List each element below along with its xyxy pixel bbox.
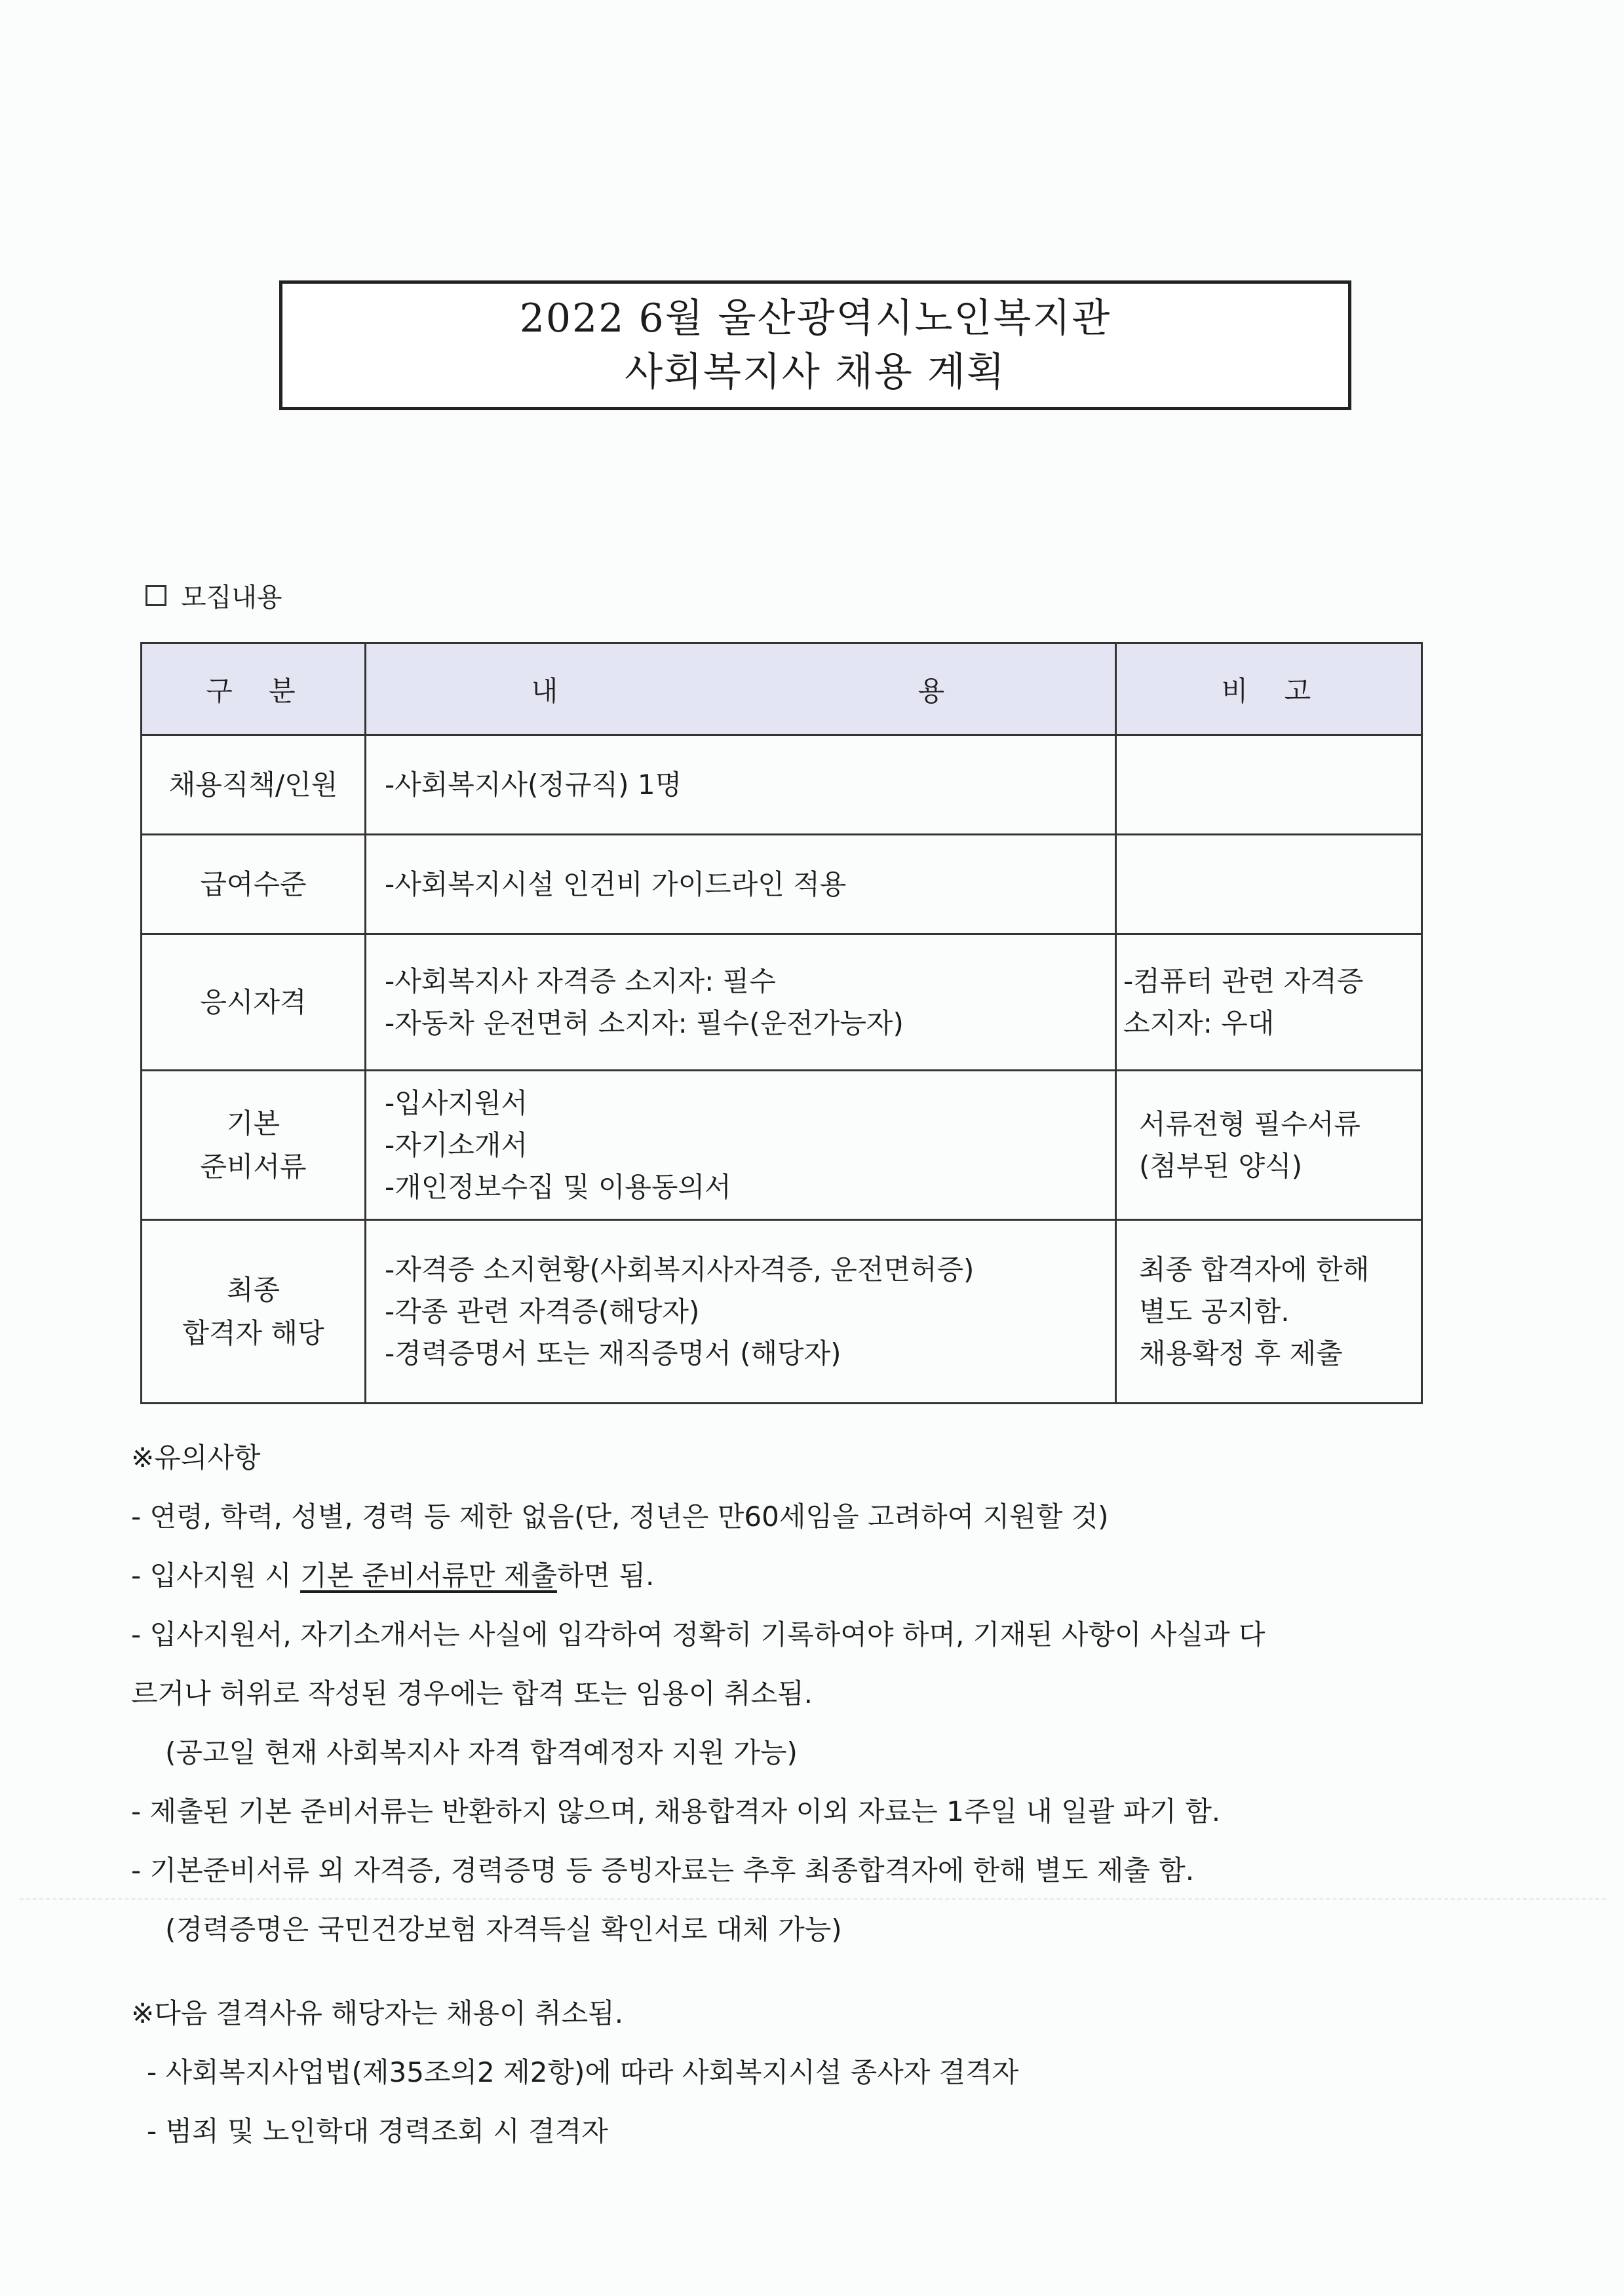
note-text: - 입사지원 시 [131, 1559, 301, 1592]
note-item: - 기본준비서류 외 자격증, 경력증명 등 증빙자료는 추후 최종합격자에 한해 별도 제출 함. [131, 1854, 1195, 1886]
notes-heading: ※유의사항 [131, 1442, 261, 1474]
note-cell-line: 소지자: 우대 [1123, 1006, 1275, 1039]
category-cell-line: 준비서류 [200, 1150, 307, 1183]
content-cell-line: -경력증명서 또는 재직증명서 (해당자) [385, 1337, 841, 1369]
content-cell [366, 934, 1116, 1071]
table-row [142, 934, 1422, 1071]
note-cell-line: (첨부된 양식) [1139, 1149, 1302, 1182]
title-line-1: 2022 6월 울산광역시노인복지관 [519, 296, 1112, 341]
note-cell-line: 채용확정 후 제출 [1139, 1337, 1343, 1369]
table-row [142, 1220, 1422, 1404]
disqualification-heading: ※다음 결격사유 해당자는 채용이 취소됨. [131, 1997, 624, 2029]
notes-section [131, 1428, 1265, 1959]
header-content: 내 용 [366, 643, 1116, 735]
content-cell [366, 735, 1116, 835]
note-cell-line: 최종 합격자에 한해 [1139, 1253, 1370, 1286]
category-cell [142, 934, 366, 1071]
divider [20, 1898, 1606, 1900]
category-cell [142, 1220, 366, 1404]
disqualification-section [131, 1984, 1018, 2161]
note-text: 하면 됨. [556, 1559, 655, 1592]
category-cell [142, 1071, 366, 1220]
category-cell [142, 835, 366, 934]
content-cell-line: -자격증 소지현황(사회복지사자격증, 운전면허증) [385, 1253, 975, 1286]
table-header-row [142, 643, 1422, 735]
content-cell [366, 1071, 1116, 1220]
content-cell-line: -사회복지사(정규직) 1명 [385, 768, 682, 801]
content-cell [366, 1220, 1116, 1404]
note-cell [1116, 1220, 1422, 1404]
note-sub-item: (공고일 현재 사회복지사 자격 합격예정자 지원 가능) [165, 1736, 798, 1769]
content-cell-line: -각종 관련 자격증(해당자) [385, 1295, 700, 1328]
disqualification-item: - 범죄 및 노인학대 경력조회 시 결격자 [147, 2115, 608, 2147]
disqualification-item: - 사회복지사업법(제35조의2 제2항)에 따라 사회복지시설 종사자 결격자 [147, 2056, 1019, 2088]
checkbox-icon [145, 585, 166, 606]
content-cell-line: -자동차 운전면허 소지자: 필수(운전가능자) [385, 1006, 904, 1039]
title-line-2: 사회복지사 채용 계획 [625, 349, 1006, 395]
note-cell-line: -컴퓨터 관련 자격증 [1123, 965, 1364, 997]
note-cell [1116, 1071, 1422, 1220]
category-cell-line: 기본 [226, 1107, 280, 1139]
content-cell-line: -사회복지시설 인건비 가이드라인 적용 [385, 868, 847, 900]
note-item: - 제출된 기본 준비서류는 반환하지 않으며, 채용합격자 이외 자료는 1주일 내 일괄 파기 함. [131, 1795, 1221, 1827]
content-cell-line: -자기소개서 [385, 1128, 528, 1161]
header-note: 비 고 [1116, 643, 1422, 735]
note-cell-line: 별도 공지함. [1139, 1295, 1290, 1328]
content-cell-line: -개인정보수집 및 이용동의서 [385, 1170, 731, 1203]
table-row [142, 1071, 1422, 1220]
recruitment-table [140, 642, 1423, 1404]
category-cell [142, 735, 366, 835]
title-box [279, 280, 1351, 410]
note-item: - 입사지원서, 자기소개서는 사실에 입각하여 정확히 기록하여야 하며, 기재된 사항이 사실과 다 [131, 1618, 1266, 1651]
note-item-continued: 르거나 허위로 작성된 경우에는 합격 또는 임용이 취소됨. [131, 1677, 813, 1710]
note-cell [1116, 934, 1422, 1071]
category-cell-line: 응시자격 [200, 985, 307, 1018]
content-cell-line: -입사지원서 [385, 1086, 528, 1119]
note-item: - 연령, 학력, 성별, 경력 등 제한 없음(단, 정년은 만60세임을 고려하여 지원할 것) [131, 1501, 1109, 1533]
table-row [142, 735, 1422, 835]
content-cell [366, 835, 1116, 934]
category-cell-line: 최종 [226, 1273, 280, 1306]
category-cell-line: 합격자 해당 [182, 1316, 324, 1349]
note-cell-line: 서류전형 필수서류 [1139, 1107, 1361, 1140]
category-cell-line: 급여수준 [200, 868, 307, 900]
section-heading [145, 577, 282, 614]
table-row [142, 835, 1422, 934]
note-cell [1116, 835, 1422, 934]
note-cell [1116, 735, 1422, 835]
header-category: 구 분 [142, 643, 366, 735]
note-item [131, 1546, 1265, 1605]
category-cell-line: 채용직책/인원 [168, 768, 338, 801]
note-underlined-text: 기본 준비서류만 제출 [300, 1559, 557, 1592]
content-cell-line: -사회복지사 자격증 소지자: 필수 [385, 965, 776, 997]
section-label: 모집내용 [181, 583, 282, 613]
note-sub-item: (경력증명은 국민건강보험 자격득실 확인서로 대체 가능) [165, 1913, 842, 1945]
